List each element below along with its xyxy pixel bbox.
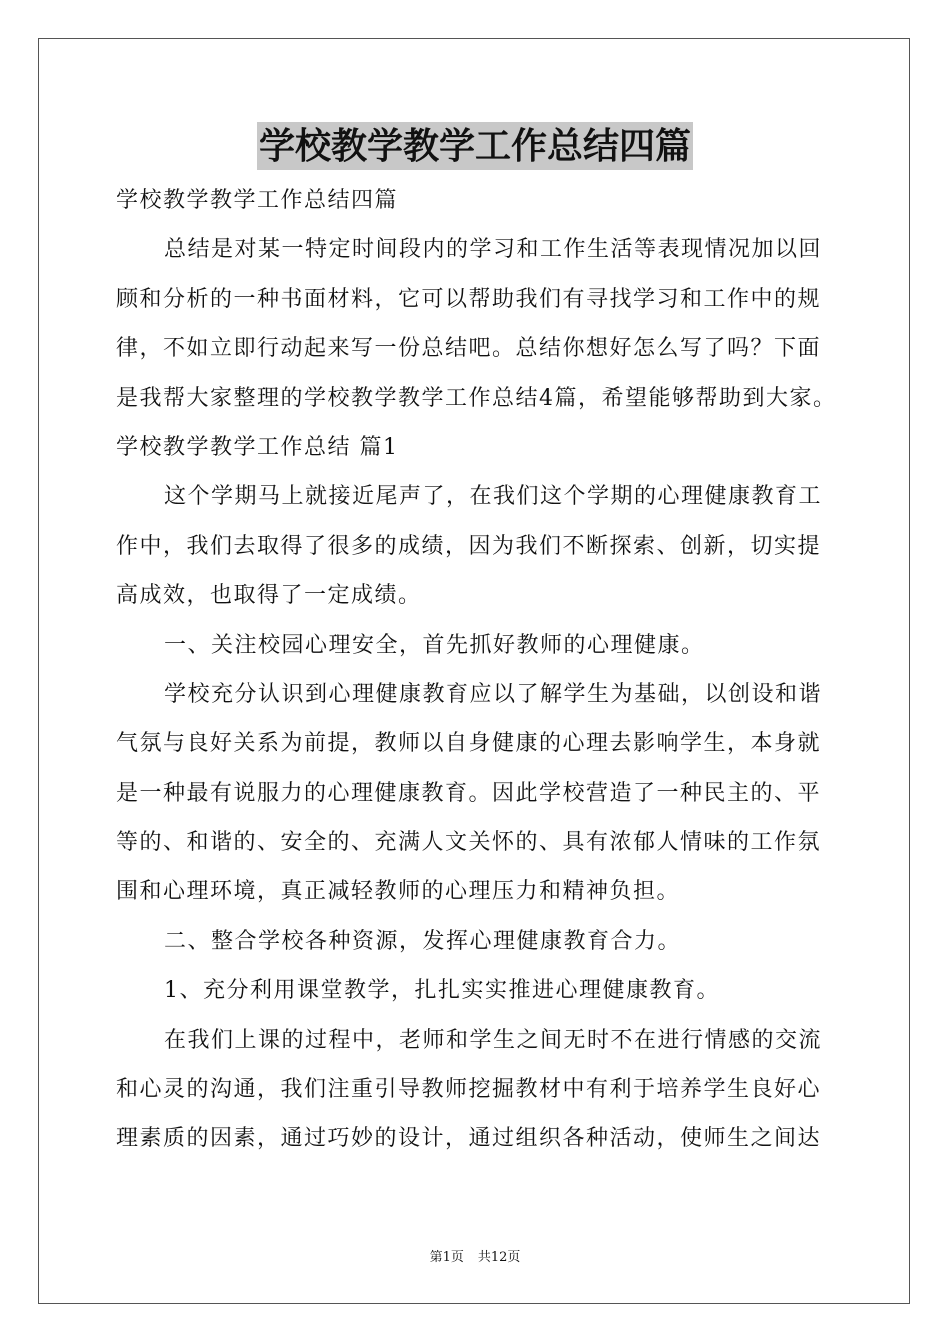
text-line: 和心灵的沟通，我们注重引导教师挖掘教材中有利于培养学生良好心: [116, 1077, 822, 1103]
text-line: 学校教学教学工作总结 篇1: [116, 434, 399, 460]
text-line: 学校教学教学工作总结四篇: [116, 188, 399, 213]
text-line: 二、整合学校各种资源，发挥心理健康教育合力。: [164, 928, 682, 954]
text-line: 围和心理环境，真正减轻教师的心理压力和精神负担。: [116, 879, 681, 905]
text-line: 律，不如立即行动起来写一份总结吧。总结你想好怎么写了吗？下面: [116, 336, 822, 362]
title-container: [0, 122, 950, 170]
text-line: 气氛与良好关系为前提，教师以自身健康的心理去影响学生，本身就: [116, 731, 822, 757]
page-footer: [0, 1246, 950, 1265]
text-line: 在我们上课的过程中，老师和学生之间无时不在进行情感的交流: [164, 1027, 823, 1053]
page-number: 第1页: [429, 1250, 464, 1265]
page-total: 共12页: [477, 1250, 521, 1265]
text-line: 学校充分认识到心理健康教育应以了解学生为基础，以创设和谐: [164, 681, 823, 707]
text-line: 1、充分利用课堂教学，扎扎实实推进心理健康教育。: [164, 978, 720, 1004]
text-line: 顾和分析的一种书面材料，它可以帮助我们有寻找学习和工作中的规: [116, 286, 822, 312]
text-line: 是一种最有说服力的心理健康教育。因此学校营造了一种民主的、平: [116, 780, 822, 806]
text-line: 等的、和谐的、安全的、充满人文关怀的、具有浓郁人情味的工作氛: [116, 830, 822, 856]
text-line: 这个学期马上就接近尾声了，在我们这个学期的心理健康教育工: [164, 484, 823, 510]
text-line: 高成效，也取得了一定成绩。: [116, 583, 422, 609]
text-line: 是我帮大家整理的学校教学教学工作总结4篇，希望能够帮助到大家。: [116, 385, 836, 411]
text-line: 理素质的因素，通过巧妙的设计，通过组织各种活动，使师生之间达: [116, 1126, 822, 1152]
text-line: 总结是对某一特定时间段内的学习和工作生活等表现情况加以回: [164, 237, 823, 263]
document-body: [116, 176, 836, 1164]
document-title: 学校教学教学工作总结四篇: [257, 122, 693, 170]
text-line: 一、关注校园心理安全，首先抓好教师的心理健康。: [164, 632, 705, 658]
text-line: 作中，我们去取得了很多的成绩，因为我们不断探索、创新，切实提: [116, 533, 822, 559]
